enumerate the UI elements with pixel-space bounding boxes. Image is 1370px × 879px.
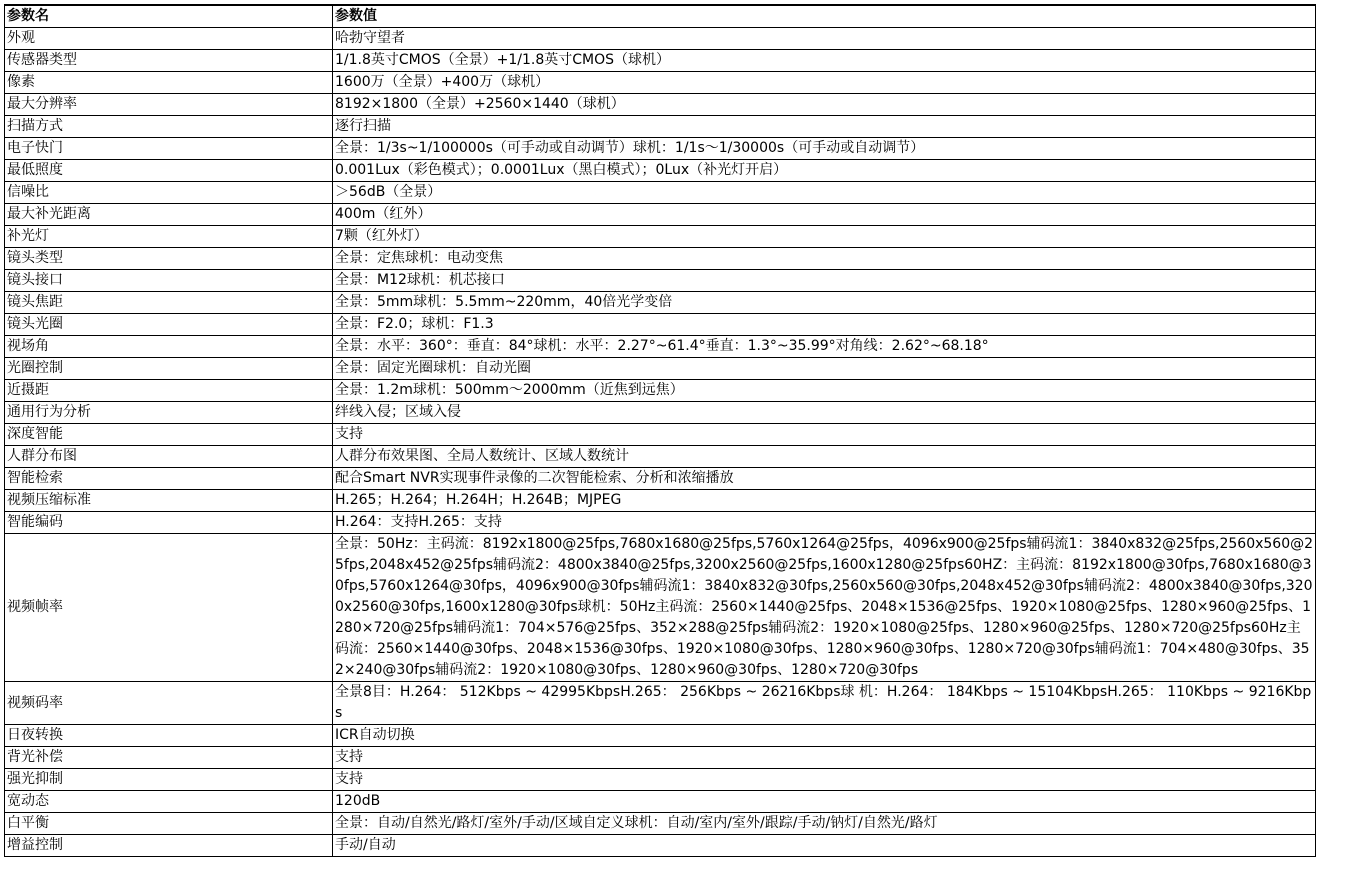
param-value-cell: 全景：自动/自然光/路灯/室外/手动/区域自定义球机：自动/室内/室外/跟踪/手动/钠灯/自然光/路灯 xyxy=(333,813,1316,835)
param-name-cell: 信噪比 xyxy=(5,182,333,204)
table-row xyxy=(5,116,1316,138)
table-row xyxy=(5,160,1316,182)
table-row xyxy=(5,336,1316,358)
spec-sheet xyxy=(4,4,1316,857)
table-row xyxy=(5,270,1316,292)
table-row xyxy=(5,534,1316,682)
param-name-cell: 背光补偿 xyxy=(5,747,333,769)
param-name-cell: 日夜转换 xyxy=(5,725,333,747)
param-value-cell: 1600万（全景）+400万（球机） xyxy=(333,72,1316,94)
param-name-cell: 强光抑制 xyxy=(5,769,333,791)
table-row xyxy=(5,813,1316,835)
param-value-cell: 全景：M12球机：机芯接口 xyxy=(333,270,1316,292)
param-name-cell: 电子快门 xyxy=(5,138,333,160)
table-row xyxy=(5,424,1316,446)
table-row xyxy=(5,94,1316,116)
param-name-cell: 外观 xyxy=(5,28,333,50)
param-name-cell: 增益控制 xyxy=(5,835,333,857)
param-name-cell: 近摄距 xyxy=(5,380,333,402)
table-row xyxy=(5,512,1316,534)
param-name-cell: 智能检索 xyxy=(5,468,333,490)
table-row xyxy=(5,769,1316,791)
table-row xyxy=(5,314,1316,336)
param-name-cell: 镜头焦距 xyxy=(5,292,333,314)
table-row xyxy=(5,50,1316,72)
param-name-cell: 镜头接口 xyxy=(5,270,333,292)
param-value-cell: 绊线入侵；区域入侵 xyxy=(333,402,1316,424)
param-name-cell: 通用行为分析 xyxy=(5,402,333,424)
param-name-cell: 视频帧率 xyxy=(5,534,333,682)
spec-body xyxy=(5,28,1316,857)
param-value-cell: 全景8目：H.264： 512Kbps ~ 42995KbpsH.265： 256Kbps ~ 26216Kbps球 机：H.264： 184Kbps ~ 15104KbpsH.265： 110Kbps ~ 9216Kbps xyxy=(333,682,1316,725)
param-name-cell: 最大补光距离 xyxy=(5,204,333,226)
table-row xyxy=(5,747,1316,769)
param-value-cell: 8192×1800（全景）+2560×1440（球机） xyxy=(333,94,1316,116)
param-name-cell: 扫描方式 xyxy=(5,116,333,138)
param-value-cell: 逐行扫描 xyxy=(333,116,1316,138)
param-name-cell: 智能编码 xyxy=(5,512,333,534)
header-param-name: 参数名 xyxy=(5,5,333,28)
param-name-cell: 最低照度 xyxy=(5,160,333,182)
param-value-cell: 0.001Lux（彩色模式）；0.0001Lux（黑白模式）；0Lux（补光灯开启） xyxy=(333,160,1316,182)
table-row xyxy=(5,204,1316,226)
spec-table xyxy=(4,4,1316,857)
param-value-cell: 全景：5mm球机：5.5mm~220mm，40倍光学变倍 xyxy=(333,292,1316,314)
table-row xyxy=(5,468,1316,490)
param-value-cell: 全景：定焦球机：电动变焦 xyxy=(333,248,1316,270)
param-value-cell: 全景：50Hz：主码流：8192x1800@25fps,7680x1680@25fps,5760x1264@25fps，4096x900@25fps辅码流1：3840x832@25fps,2560x560@25fps,2048x452@25fps辅码流2：4800x3840@25fps,3200x2560@25fps,1600x1280@25fps60HZ：主码流：8192x1800@30fps,7680x1680@30fps,5760x1264@30fps，4096x900@30fps辅码流1：3840x832@30fps,2560x560@30fps,2048x452@30fps辅码流2：4800x3840@30fps,3200x2560@30fps,1600x1280@30fps球机：50Hz主码流：2560×1440@25fps、2048×1536@25fps、1920×1080@25fps、1280×960@25fps、1280×720@25fps辅码流1：704×576@25fps、352×288@25fps辅码流2：1920×1080@25fps、1280×960@25fps、1280×720@25fps60Hz主码流：2560×1440@30fps、2048×1536@30fps、1920×1080@30fps、1280×960@30fps、1280×720@30fps辅码流1：704×480@30fps、352×240@30fps辅码流2：1920×1080@30fps、1280×960@30fps、1280×720@30fps xyxy=(333,534,1316,682)
param-value-cell: 全景：1.2m球机：500mm～2000mm（近焦到远焦） xyxy=(333,380,1316,402)
table-row xyxy=(5,72,1316,94)
param-name-cell: 宽动态 xyxy=(5,791,333,813)
table-row xyxy=(5,138,1316,160)
table-row xyxy=(5,248,1316,270)
param-name-cell: 视频码率 xyxy=(5,682,333,725)
param-value-cell: 人群分布效果图、全局人数统计、区域人数统计 xyxy=(333,446,1316,468)
table-row xyxy=(5,725,1316,747)
param-name-cell: 视频压缩标准 xyxy=(5,490,333,512)
param-value-cell: 手动/自动 xyxy=(333,835,1316,857)
param-value-cell: 哈勃守望者 xyxy=(333,28,1316,50)
param-value-cell: 全景：水平：360°：垂直：84°球机：水平：2.27°~61.4°垂直：1.3°~35.99°对角线：2.62°~68.18° xyxy=(333,336,1316,358)
param-value-cell: H.265；H.264；H.264H；H.264B；MJPEG xyxy=(333,490,1316,512)
param-name-cell: 光圈控制 xyxy=(5,358,333,380)
table-row xyxy=(5,28,1316,50)
param-name-cell: 视场角 xyxy=(5,336,333,358)
param-name-cell: 深度智能 xyxy=(5,424,333,446)
param-name-cell: 白平衡 xyxy=(5,813,333,835)
param-name-cell: 传感器类型 xyxy=(5,50,333,72)
table-row xyxy=(5,791,1316,813)
param-value-cell: 配合Smart NVR实现事件录像的二次智能检索、分析和浓缩播放 xyxy=(333,468,1316,490)
param-name-cell: 镜头光圈 xyxy=(5,314,333,336)
table-row xyxy=(5,446,1316,468)
table-row xyxy=(5,292,1316,314)
table-row xyxy=(5,380,1316,402)
param-value-cell: 7颗（红外灯） xyxy=(333,226,1316,248)
table-row xyxy=(5,358,1316,380)
table-row xyxy=(5,226,1316,248)
param-value-cell: 支持 xyxy=(333,424,1316,446)
param-name-cell: 像素 xyxy=(5,72,333,94)
param-name-cell: 镜头类型 xyxy=(5,248,333,270)
header-row xyxy=(5,5,1316,28)
param-value-cell: H.264：支持H.265：支持 xyxy=(333,512,1316,534)
param-value-cell: 全景：1/3s~1/100000s（可手动或自动调节）球机：1/1s～1/30000s（可手动或自动调节） xyxy=(333,138,1316,160)
param-value-cell: 400m（红外） xyxy=(333,204,1316,226)
param-value-cell: 全景：F2.0；球机：F1.3 xyxy=(333,314,1316,336)
param-value-cell: 120dB xyxy=(333,791,1316,813)
param-name-cell: 人群分布图 xyxy=(5,446,333,468)
table-row xyxy=(5,402,1316,424)
param-value-cell: ＞56dB（全景） xyxy=(333,182,1316,204)
param-name-cell: 补光灯 xyxy=(5,226,333,248)
param-value-cell: 支持 xyxy=(333,747,1316,769)
param-value-cell: 全景：固定光圈球机：自动光圈 xyxy=(333,358,1316,380)
param-value-cell: 1/1.8英寸CMOS（全景）+1/1.8英寸CMOS（球机） xyxy=(333,50,1316,72)
param-name-cell: 最大分辨率 xyxy=(5,94,333,116)
table-row xyxy=(5,835,1316,857)
param-value-cell: 支持 xyxy=(333,769,1316,791)
table-row xyxy=(5,682,1316,725)
param-value-cell: ICR自动切换 xyxy=(333,725,1316,747)
table-row xyxy=(5,182,1316,204)
table-row xyxy=(5,490,1316,512)
header-param-value: 参数值 xyxy=(333,5,1316,28)
